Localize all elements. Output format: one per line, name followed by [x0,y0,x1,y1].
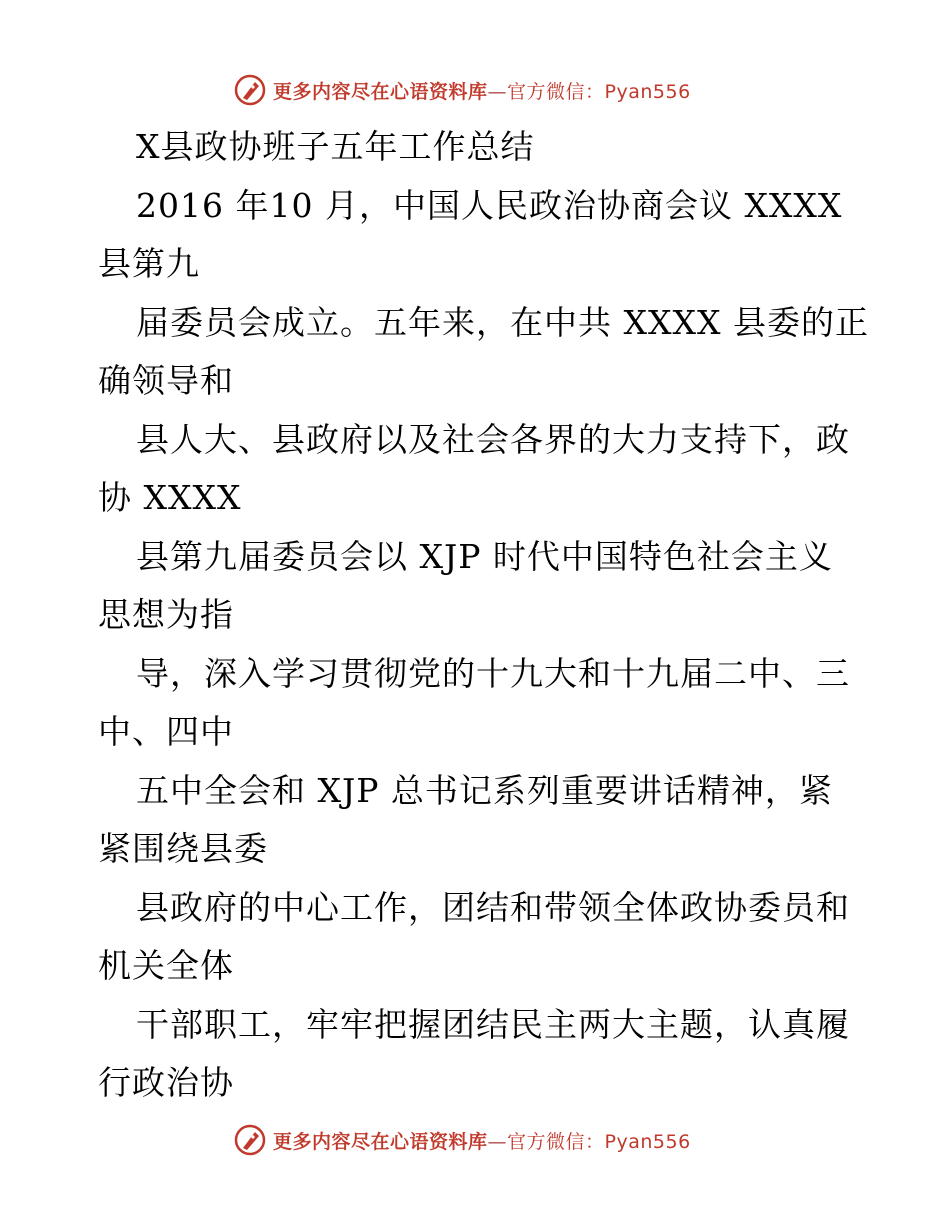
paragraph-line: 确领导和 [98,361,234,400]
paragraph-line: 县政府的中心工作，团结和带领全体政协委员和 [136,887,850,927]
paragraph-line: 县第九 [98,244,200,283]
paragraph-line: 机关全体 [98,946,234,985]
paragraph-line: 导，深入学习贯彻党的十九大和十九届二中、三 [136,653,850,693]
pen-nib-logo-icon [233,73,267,107]
banner-lead: 更多内容尽在心语资料库 [273,80,488,103]
pen-nib-logo-icon [233,1123,267,1157]
paragraph-line: 紧围绕县委 [98,829,268,868]
document-title: X县政协班子五年工作总结 [136,127,535,166]
paragraph-line: 中、四中 [98,712,234,751]
banner-lead: 更多内容尽在心语资料库 [273,1130,488,1153]
paragraph-line: 干部职工，牢牢把握团结民主两大主题，认真履 [136,1004,850,1044]
paragraph-line: 协 XXXX [98,478,242,517]
paragraph-line: 县人大、县政府以及社会各界的大力支持下，政 [136,419,850,459]
banner-tail: 官方微信：Pyan556 [507,80,691,103]
banner-text [273,77,691,104]
header-watermark-banner [233,72,691,108]
banner-separator: — [487,1130,508,1153]
banner-text [273,1127,691,1154]
paragraph-line: 县第九届委员会以 XJP 时代中国特色社会主义 [136,536,833,576]
paragraph-line: 2016 年10 月，中国人民政治协商会议 XXXX [136,185,843,225]
banner-tail: 官方微信：Pyan556 [507,1130,691,1153]
paragraph-line: 思想为指 [98,595,234,634]
document-body [98,118,868,1113]
footer-watermark-banner [233,1122,691,1158]
paragraph-line: 届委员会成立。五年来，在中共 XXXX 县委的正 [136,302,869,342]
banner-separator: — [487,80,508,103]
paragraph-line: 行政治协 [98,1063,234,1102]
paragraph-line: 五中全会和 XJP 总书记系列重要讲话精神，紧 [136,770,833,810]
